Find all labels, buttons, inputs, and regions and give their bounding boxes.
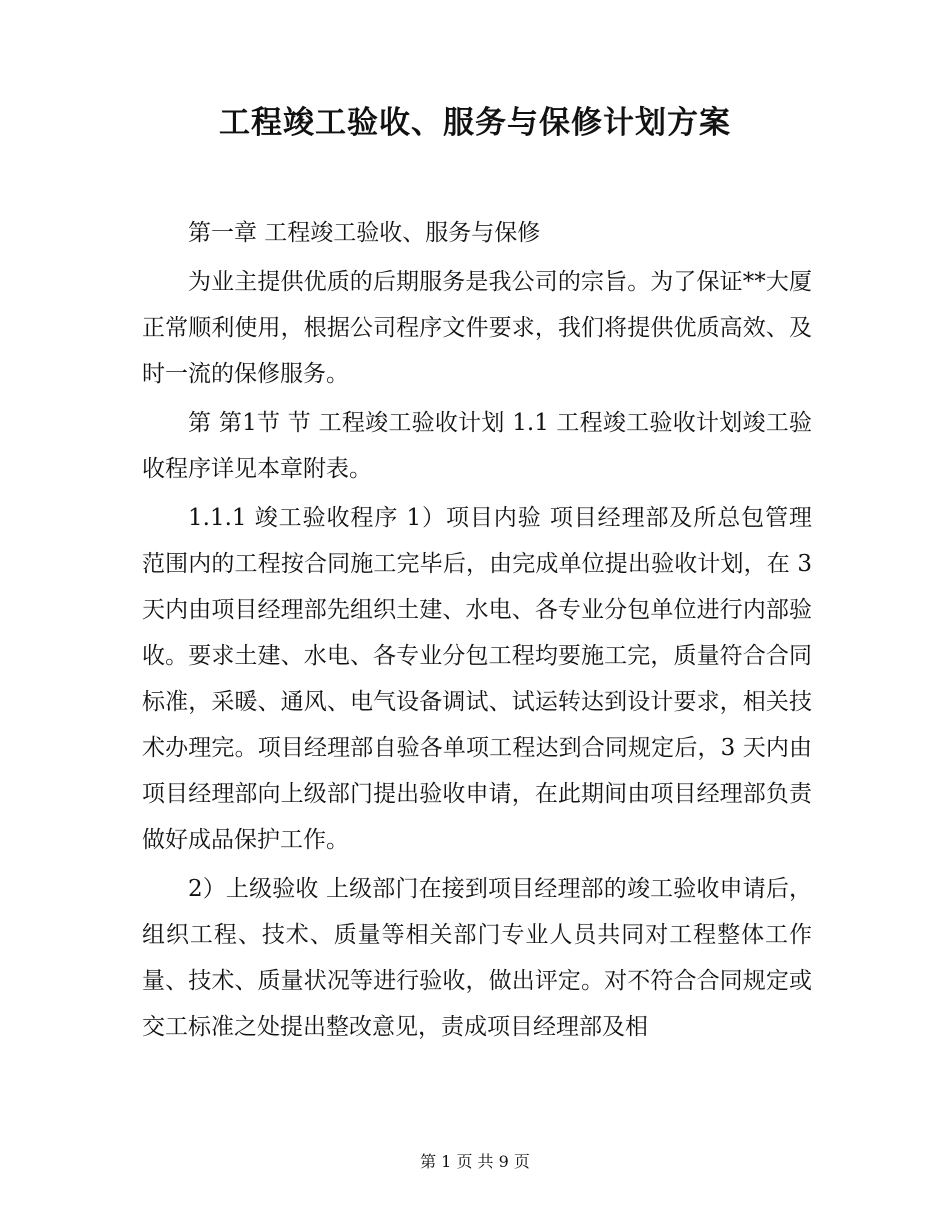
document-body	[142, 210, 812, 1050]
paragraph-section-1: 第 第1节 节 工程竣工验收计划 1.1 工程竣工验收计划竣工验收程序详见本章附表。	[142, 410, 812, 482]
paragraph-intro: 为业主提供优质的后期服务是我公司的宗旨。为了保证**大厦正常顺利使用，根据公司程序文件要求，我们将提供优质高效、及时一流的保修服务。	[142, 269, 812, 387]
chapter-heading: 第一章 工程竣工验收、服务与保修	[188, 220, 541, 246]
document-title: 工程竣工验收、服务与保修计划方案	[219, 105, 731, 141]
page-number-footer: 第 1 页 共 9 页	[420, 1152, 530, 1171]
paragraph-acceptance-procedure: 1.1.1 竣工验收程序 1）项目内验 项目经理部及所总包管理范围内的工程按合同施工完毕后，由完成单位提出验收计划，在 3 天内由项目经理部先组织土建、水电、各专业分包单位进行内部验收。要求土建、水电、各专业分包工程均要施工完，质量符合合同标准，采暖、通风、电气设备调试、试运转达到设计要求，相关技术办理完。项目经理部自验各单项工程达到合同规定后，3 天内由项目经理部向上级部门提出验收申请，在此期间由项目经理部负责做好成品保护工作。	[142, 505, 812, 853]
paragraph-superior-acceptance: 2）上级验收 上级部门在接到项目经理部的竣工验收申请后，组织工程、技术、质量等相关部门专业人员共同对工程整体工作量、技术、质量状况等进行验收，做出评定。对不符合合同规定或交工标准之处提出整改意见，责成项目经理部及相	[142, 876, 812, 1040]
